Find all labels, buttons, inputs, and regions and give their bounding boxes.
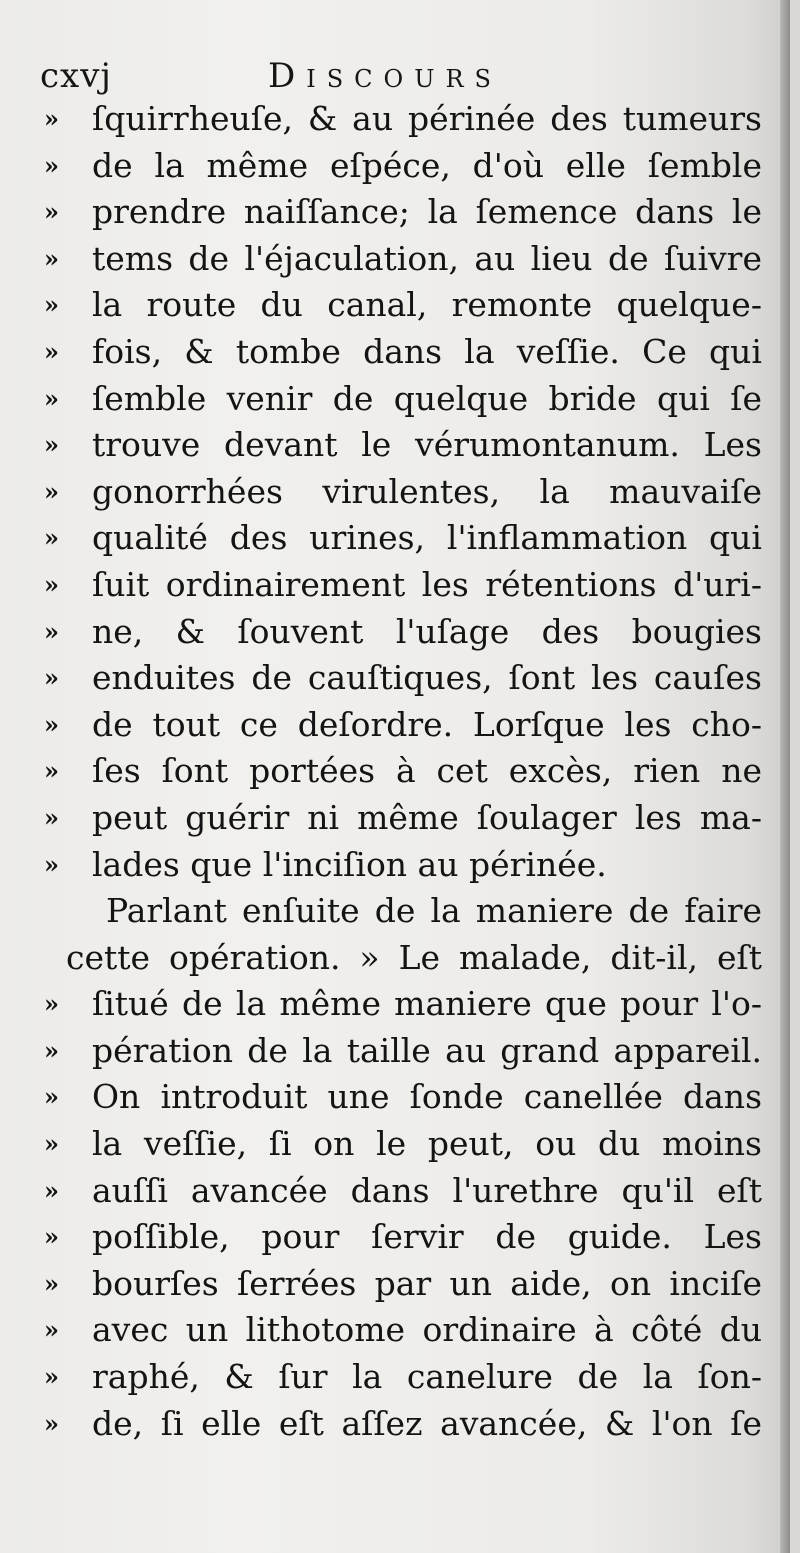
text-line (40, 1214, 762, 1261)
quotation-mark: » (44, 243, 59, 273)
quotation-mark: » (44, 197, 59, 227)
text-line (40, 842, 762, 889)
text-line (40, 795, 762, 842)
text-line (40, 1307, 762, 1354)
quotation-mark: » (44, 104, 59, 133)
text-line (40, 515, 762, 562)
quotation-mark: » (44, 709, 59, 739)
quotation-mark: » (44, 1408, 59, 1438)
line-text: de tout ce deſordre. Lorſque les cho- (92, 704, 762, 744)
line-text: de la même eſpéce, d'où elle ſemble (92, 145, 762, 185)
quotation-mark: » (44, 849, 59, 879)
text-line (40, 609, 762, 656)
line-text: qualité des urines, l'inflammation qui (92, 518, 762, 558)
page-edge-shadow (780, 0, 790, 1553)
quotation-mark: » (44, 1268, 59, 1298)
line-text: de, ſi elle eſt aſſez avancée, & l'on ſe (92, 1403, 762, 1443)
line-text: poſſible, pour ſervir de guide. Les (92, 1217, 762, 1257)
line-text: bourſes ſerrées par un aide, on inciſe (92, 1263, 762, 1303)
quotation-mark: » (44, 663, 59, 693)
line-text: ſemble venir de quelque bride qui ſe (92, 378, 762, 418)
line-text: trouve devant le vérumontanum. Les (92, 425, 762, 465)
quotation-mark: » (44, 290, 59, 320)
text-line (40, 888, 762, 935)
quotation-mark: » (44, 1362, 59, 1392)
text-line (40, 562, 762, 609)
line-text: la route du canal, remonte quelque- (92, 285, 762, 325)
quotation-mark: » (44, 383, 59, 413)
line-text: cette opération. » Le malade, dit-il, eſt (66, 937, 762, 977)
text-line (40, 1354, 762, 1401)
line-text: tems de l'éjaculation, au lieu de ſuivre (92, 238, 762, 278)
quotation-mark: » (44, 1175, 59, 1205)
text-line (40, 143, 762, 190)
quotation-mark: » (44, 430, 59, 460)
quotation-mark: » (44, 1315, 59, 1345)
quotation-mark: » (44, 523, 59, 553)
quotation-mark: » (44, 802, 59, 832)
text-line (40, 1121, 762, 1168)
line-text: raphé, & ſur la canelure de la ſon- (92, 1357, 762, 1397)
quotation-mark: » (44, 476, 59, 506)
quotation-mark: » (44, 1129, 59, 1159)
running-title: Discours (268, 56, 502, 96)
quotation-mark: » (44, 569, 59, 599)
line-text: auſſi avancée dans l'urethre qu'il eſt (92, 1170, 762, 1210)
text-line (40, 1074, 762, 1121)
line-text: On introduit une ſonde canellée dans (92, 1077, 762, 1117)
text-line (40, 96, 762, 143)
text-line (40, 376, 762, 423)
quotation-mark: » (44, 1035, 59, 1065)
text-line (40, 282, 762, 329)
text-line (40, 1028, 762, 1075)
text-line (40, 981, 762, 1028)
line-text: lades que l'inciſion au périnée. (92, 844, 607, 884)
text-line (40, 189, 762, 236)
text-line (40, 236, 762, 283)
body-text (40, 96, 762, 1447)
line-text: ſitué de la même maniere que pour l'o- (92, 984, 762, 1024)
text-line (40, 469, 762, 516)
text-line (40, 1401, 762, 1448)
text-line (40, 702, 762, 749)
text-line (40, 935, 762, 982)
line-text: Parlant enſuite de la maniere de faire (106, 891, 762, 931)
line-text: ſuit ordinairement les rétentions d'uri- (92, 564, 762, 604)
page-number: cxvj (40, 56, 112, 96)
quotation-mark: » (44, 336, 59, 366)
text-line (40, 329, 762, 376)
text-line (40, 655, 762, 702)
line-text: ſes ſont portées à cet excès, rien ne (92, 751, 762, 791)
text-line (40, 422, 762, 469)
line-text: la veſſie, ſi on le peut, ou du moins (92, 1124, 762, 1164)
line-text: pération de la taille au grand appareil. (92, 1030, 762, 1070)
quotation-mark: » (44, 150, 59, 180)
running-head (40, 52, 760, 96)
text-line (40, 1261, 762, 1308)
line-text: ne, & ſouvent l'uſage des bougies (92, 611, 762, 651)
line-text: fois, & tombe dans la veſſie. Ce qui (92, 331, 762, 371)
text-line (40, 748, 762, 795)
quotation-mark: » (44, 1082, 59, 1112)
text-line (40, 1168, 762, 1215)
quotation-mark: » (44, 756, 59, 786)
line-text: gonorrhées virulentes, la mauvaiſe (92, 471, 762, 511)
line-text: prendre naiſſance; la ſemence dans le (92, 192, 762, 232)
line-text: avec un lithotome ordinaire à côté du (92, 1310, 762, 1350)
quotation-mark: » (44, 616, 59, 646)
quotation-mark: » (44, 1222, 59, 1252)
line-text: enduites de cauſtiques, ſont les cauſes (92, 658, 762, 698)
line-text: ſquirrheuſe, & au périnée des tumeurs (92, 99, 762, 138)
line-text: peut guérir ni même ſoulager les ma- (92, 797, 762, 837)
quotation-mark: » (44, 989, 59, 1019)
